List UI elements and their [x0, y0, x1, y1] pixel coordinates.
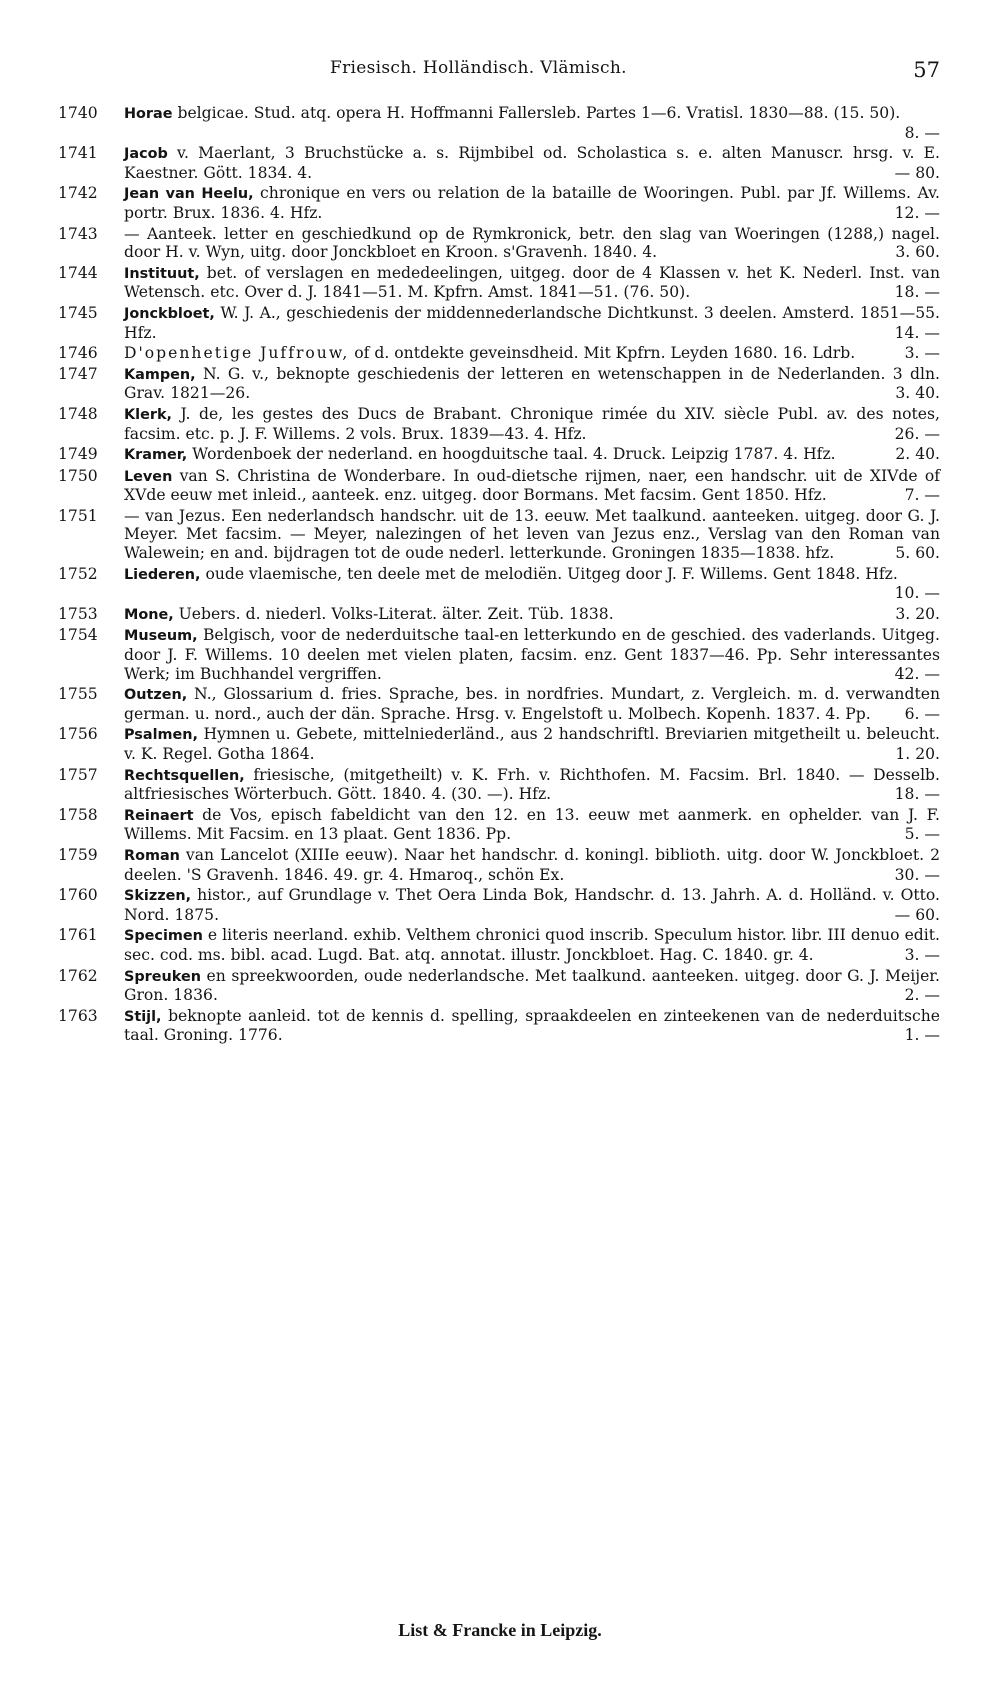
entry-description: J. de, les gestes des Ducs de Brabant. Chronique rimée du XIV. siècle Publ. av. des notes, facsim. etc. p. J. F. Willems. 2 vols. Brux. 1839—43. 4. Hfz. [124, 404, 940, 443]
entry-price: 2. 40. [895, 445, 940, 464]
entry-price: 3. 60. [895, 243, 940, 262]
entry-keyword: Outzen, [124, 687, 188, 704]
catalog-entry [58, 926, 940, 964]
entry-number: 1763 [58, 1006, 98, 1025]
entry-description: Wordenboek der nederland. en hoogduitsche taal. 4. Druck. Leipzig 1787. 4. Hfz. [187, 445, 836, 464]
entry-description: bet. of verslagen en mededeelingen, uitgeg. door de 4 Klassen v. het K. Nederl. Inst. van Wetensch. etc. Over d. J. 1841—51. M. Kpfrn. Amst. 1841—51. (76. 50). [124, 263, 940, 302]
catalog-entry [58, 264, 940, 302]
catalog-entry [58, 467, 940, 505]
page-header [0, 58, 1000, 88]
entry-keyword: Jean van Heelu, [124, 186, 254, 203]
entry-keyword: Liederen, [124, 566, 201, 583]
entry-description: e literis neerland. exhib. Velthem chronici quod inscrib. Speculum histor. libr. III denuo edit. sec. cod. ms. bibl. acad. Lugd. Bat. atq. annotat. illustr. Jonckbloet. Hag. C. 1840. gr. 4. [124, 926, 940, 964]
entry-description: belgicae. Stud. atq. opera H. Hoffmanni Fallersleb. Partes 1—6. Vratisl. 1830—88. (15. 50). [172, 104, 901, 122]
entry-number: 1746 [58, 344, 98, 363]
entry-number: 1741 [58, 144, 98, 163]
entry-description: of d. ontdekte geveinsdheid. Mit Kpfrn. Leyden 1680. 16. Ldrb. [349, 344, 856, 363]
entry-price: 42. — [894, 664, 940, 683]
catalog-entry [58, 806, 940, 844]
catalog-entry [58, 1007, 940, 1045]
entry-title-spaced: D'openhetige Juffrouw, [124, 344, 350, 363]
entry-number: 1759 [58, 845, 98, 864]
catalog-entry [58, 605, 940, 625]
entry-number: 1749 [58, 445, 98, 464]
catalog-entry [58, 445, 940, 465]
entry-keyword: Museum, [124, 628, 198, 645]
entry-description: friesische, (mitgetheilt) v. K. Frh. v. Richthofen. M. Facsim. Brl. 1840. — Desselb. altfriesisches Wörterbuch. Gött. 1840. 4. (30. —). Hfz. [124, 765, 940, 804]
entry-keyword: Specimen [124, 928, 203, 945]
entry-price: 8. — [904, 123, 940, 142]
entry-price: 1. — [904, 1026, 940, 1045]
catalog-entry [58, 846, 940, 884]
publisher-footer: List & Francke in Leipzig. [398, 1620, 602, 1640]
catalog-entry [58, 304, 940, 342]
entry-price: — 80. [894, 163, 940, 182]
entry-price: 3. — [904, 945, 940, 964]
catalog-entries [58, 104, 940, 1047]
entry-price: 3. — [904, 344, 940, 363]
entry-price: 2. — [904, 986, 940, 1005]
entry-description: — Aanteek. letter en geschiedkund op de Rymkronick, betr. den slag van Woeringen (1288,) nagel. door H. v. Wyn, uitg. door Jonckbloet en Kroon. s'Gravenh. 1840. 4. [124, 224, 940, 262]
entry-price: 7. — [904, 486, 940, 505]
entry-description: chronique en vers ou relation de la bataille de Wooringen. Publ. par Jf. Willems. Av. portr. Brux. 1836. 4. Hfz. [124, 184, 940, 222]
entry-keyword: Kampen, [124, 366, 196, 383]
entry-description: W. J. A., geschiedenis der middennederlandsche Dichtkunst. 3 deelen. Amsterd. 1851—55. Hfz. [124, 303, 940, 342]
entry-number: 1751 [58, 506, 98, 525]
entry-description: histor., auf Grundlage v. Thet Oera Linda Bok, Handschr. d. 13. Jahrh. A. d. Holländ. v. Otto. Nord. 1875. [124, 886, 940, 924]
entry-number: 1753 [58, 604, 98, 623]
catalog-entry [58, 685, 940, 723]
entry-description: van S. Christina de Wonderbare. In oud-dietsche rijmen, naer, een handschr. uit de XIVde of XVde eeuw met inleid., aanteek. enz. uitgeg. door Bormans. Met facsim. Gent 1850. Hfz. [124, 466, 940, 505]
entry-keyword: Leven [124, 468, 173, 485]
entry-description: Belgisch, voor de nederduitsche taal-en letterkundo en de geschied. des vaderlands. Uitgeg. door J. F. Willems. 10 deelen met vielen platen, facsim. enz. Gent 1837—46. Pp. Sehr interessantes Werk; im Buchhandel vergriffen. [124, 626, 940, 683]
entry-number: 1758 [58, 805, 98, 824]
entry-number: 1757 [58, 765, 98, 784]
catalog-entry [58, 405, 940, 443]
catalog-entry [58, 886, 940, 924]
entry-price: 6. — [904, 704, 940, 723]
entry-number: 1754 [58, 626, 98, 645]
entry-number: 1745 [58, 303, 98, 322]
entry-number: 1752 [58, 564, 98, 583]
catalog-entry [58, 626, 940, 683]
entry-keyword: Psalmen, [124, 727, 198, 744]
entry-description: N., Glossarium d. fries. Sprache, bes. in nordfries. Mundart, z. Vergleich. m. d. verwandten german. u. nord., auch der dän. Sprache. Hrsg. v. Engelstoft u. Molbech. Kopenh. 1837. 4. Pp. [124, 685, 940, 723]
entry-keyword: Instituut, [124, 265, 200, 282]
entry-number: 1744 [58, 263, 98, 282]
entry-description: v. Maerlant, 3 Bruchstücke a. s. Rijmbibel od. Scholastica s. e. alten Manuscr. hrsg. v. E. Kaestner. Gött. 1834. 4. [124, 144, 940, 182]
catalog-entry [58, 144, 940, 182]
catalog-entry [58, 365, 940, 403]
entry-number: 1761 [58, 926, 98, 945]
entry-price: 3. 20. [895, 604, 940, 623]
entry-price: 5. — [904, 825, 940, 844]
entry-description: de Vos, episch fabeldicht van den 12. en 13. eeuw met aanmerk. en ophelder. van J. F. Willems. Mit Facsim. en 13 plaat. Gent 1836. Pp. [124, 805, 940, 844]
entry-price: 18. — [894, 283, 940, 302]
entry-keyword: Kramer, [124, 447, 188, 464]
entry-price: 14. — [894, 323, 940, 342]
entry-number: 1743 [58, 224, 98, 243]
entry-number: 1740 [58, 104, 98, 122]
catalog-entry [58, 344, 940, 363]
entry-description: N. G. v., beknopte geschiedenis der letteren en wetenschappen in de Nederlanden. 3 dln. Grav. 1821—26. [124, 364, 940, 403]
entry-number: 1750 [58, 466, 98, 485]
entry-description: — van Jezus. Een nederlandsch handschr. uit de 13. eeuw. Met taalkund. aanteeken. uitgeg. door G. J. Meyer. Met facsim. — Meyer, nalezingen of het leven van Jezus enz., Verslag van den Roman van Walewein; en and. bijdragen tot de oude nederl. letterkunde. Groningen 1835—1838. hfz. [124, 506, 940, 563]
entry-price: 1. 20. [895, 745, 940, 763]
entry-keyword: Reinaert [124, 807, 194, 824]
entry-description: Uebers. d. niederl. Volks-Literat. älter. Zeit. Tüb. 1838. [173, 604, 614, 623]
entry-keyword: Horae [124, 106, 173, 122]
entry-keyword: Klerk, [124, 406, 172, 423]
entry-price: 26. — [894, 424, 940, 443]
entry-number: 1760 [58, 886, 98, 905]
catalog-entry [58, 104, 940, 142]
entry-number: 1747 [58, 364, 98, 383]
entry-description: oude vlaemische, ten deele met de melodiën. Uitgeg door J. F. Willems. Gent 1848. Hfz. [200, 564, 898, 583]
catalog-entry [58, 565, 940, 603]
catalog-entry [58, 507, 940, 563]
entry-number: 1742 [58, 184, 98, 203]
catalog-entry [58, 225, 940, 262]
entry-description: en spreekwoorden, oude nederlandsche. Met taalkund. aanteeken. uitgeg. door G. J. Meijer. Gron. 1836. [124, 966, 940, 1005]
page-number: 57 [913, 58, 940, 82]
entry-price: 30. — [894, 865, 940, 884]
catalog-entry [58, 967, 940, 1005]
entry-keyword: Roman [124, 847, 180, 864]
entry-number: 1756 [58, 725, 98, 744]
entry-keyword: Jonckbloet, [124, 305, 215, 322]
entry-keyword: Stijl, [124, 1008, 162, 1025]
entry-description: beknopte aanleid. tot de kennis d. spelling, spraakdeelen en zinteekenen van de nederduitsche taal. Groning. 1776. [124, 1006, 940, 1045]
entry-keyword: Jacob [124, 146, 168, 163]
entry-number: 1762 [58, 966, 98, 985]
entry-keyword: Rechtsquellen, [124, 767, 245, 784]
entry-description: Hymnen u. Gebete, mittelniederländ., aus 2 handschriftl. Breviarien mitgetheilt u. beleucht. v. K. Regel. Gotha 1864. [124, 725, 940, 763]
catalog-entry [58, 184, 940, 222]
entry-number: 1755 [58, 685, 98, 704]
entry-price: 12. — [894, 203, 940, 222]
entry-price: 5. 60. [895, 544, 940, 563]
running-title: Friesisch. Holländisch. Vlämisch. [330, 58, 627, 78]
entry-price: — 60. [894, 905, 940, 924]
entry-keyword: Skizzen, [124, 888, 192, 905]
catalog-entry [58, 766, 940, 804]
entry-description: van Lancelot (XIIIe eeuw). Naar het handschr. d. koningl. biblioth. uitg. door W. Jonckbloet. 2 deelen. 'S Gravenh. 1846. 49. gr. 4. Hmaroq., schön Ex. [124, 845, 940, 884]
entry-price: 18. — [894, 785, 940, 804]
catalog-entry [58, 725, 940, 763]
entry-number: 1748 [58, 404, 98, 423]
entry-price: 10. — [894, 584, 940, 603]
entry-price: 3. 40. [895, 384, 940, 403]
entry-keyword: Mone, [124, 606, 174, 623]
entry-keyword: Spreuken [124, 968, 201, 985]
